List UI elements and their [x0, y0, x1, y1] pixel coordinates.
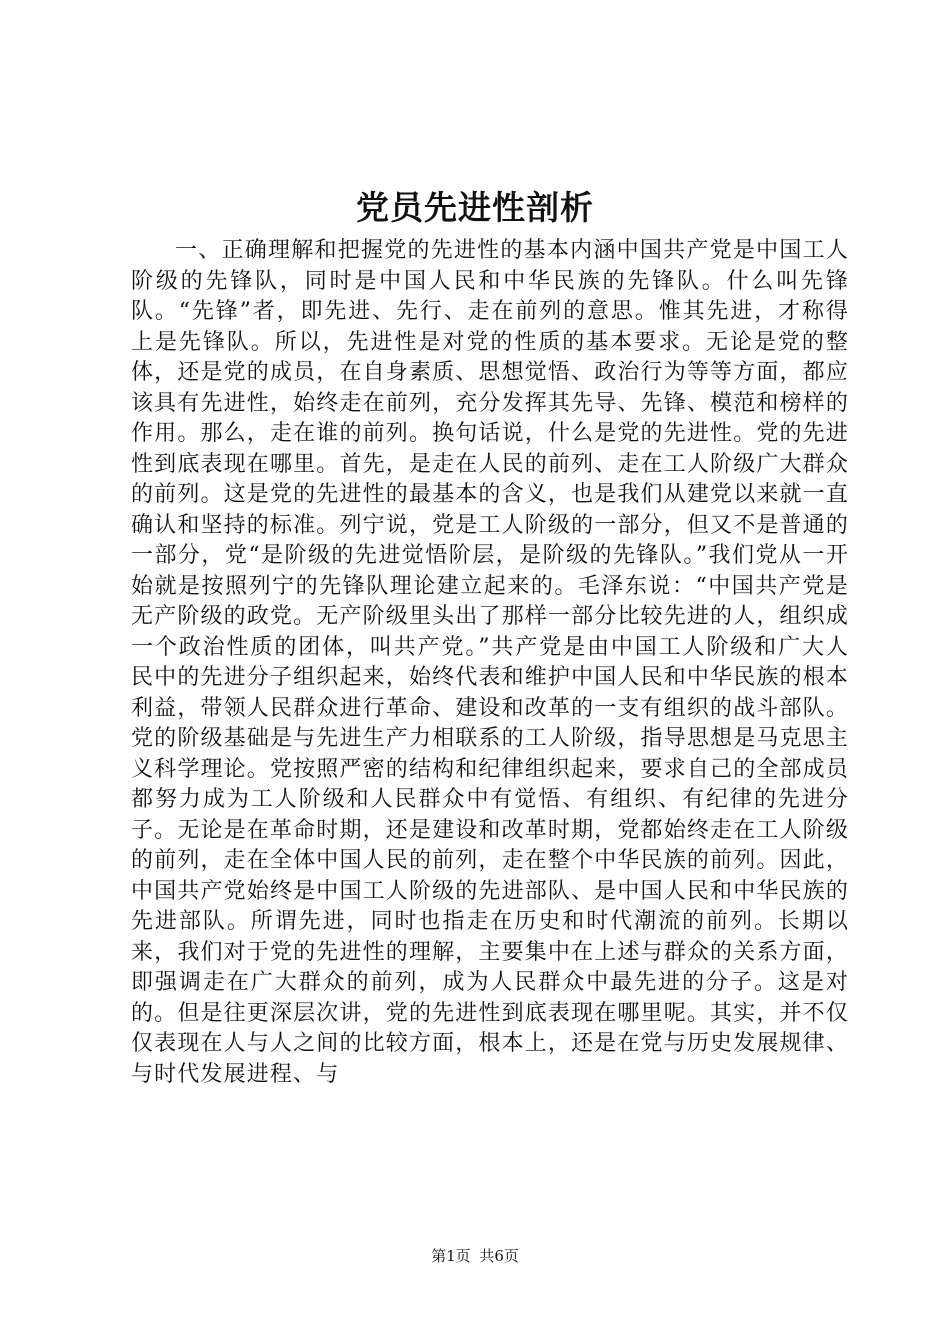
page-footer — [0, 1246, 950, 1266]
document-body-paragraph: 一、正确理解和把握党的先进性的基本内涵中国共产党是中国工人阶级的先锋队，同时是中国人民和中华民族的先锋队。什么叫先锋队。“先锋”者，即先进、先行、走在前列的意思。惟其先进，才称得上是先锋队。所以，先进性是对党的性质的基本要求。无论是党的整体，还是党的成员，在自身素质、思想觉悟、政治行为等等方面，都应该具有先进性，始终走在前列，充分发挥其先导、先锋、模范和榜样的作用。那么，走在谁的前列。换句话说，什么是党的先进性。党的先进性到底表现在哪里。首先，是走在人民的前列、走在工人阶级广大群众的前列。这是党的先进性的最基本的含义，也是我们从建党以来就一直确认和坚持的标准。列宁说，党是工人阶级的一部分，但又不是普通的一部分，党“是阶级的先进觉悟阶层，是阶级的先锋队。”我们党从一开始就是按照列宁的先锋队理论建立起来的。毛泽东说：“中国共产党是无产阶级的政党。无产阶级里头出了那样一部分比较先进的人，组织成一个政治性质的团体，叫共产党。”共产党是由中国工人阶级和广大人民中的先进分子组织起来，始终代表和维护中国人民和中华民族的根本利益，带领人民群众进行革命、建设和改革的一支有组织的战斗部队。党的阶级基础是与先进生产力相联系的工人阶级，指导思想是马克思主义科学理论。党按照严密的结构和纪律组织起来，要求自己的全部成员都努力成为工人阶级和人民群众中有觉悟、有组织、有纪律的先进分子。无论是在革命时期，还是建设和改革时期，党都始终走在工人阶级的前列，走在全体中国人民的前列，走在整个中华民族的前列。因此，中国共产党始终是中国工人阶级的先进部队、是中国人民和中华民族的先进部队。所谓先进，同时也指走在历史和时代潮流的前列。长期以来，我们对于党的先进性的理解，主要集中在上述与群众的关系方面，即强调走在广大群众的前列，成为人民群众中最先进的分子。这是对的。但是往更深层次讲，党的先进性到底表现在哪里呢。其实，并不仅仅表现在人与人之间的比较方面，根本上，还是在党与历史发展规律、与时代发展进程、与 — [131, 238, 849, 1087]
document-title: 党员先进性剖析 — [356, 188, 594, 227]
page-number-total: 共6页 — [479, 1247, 519, 1265]
page-number-current: 第1页 — [431, 1247, 471, 1265]
